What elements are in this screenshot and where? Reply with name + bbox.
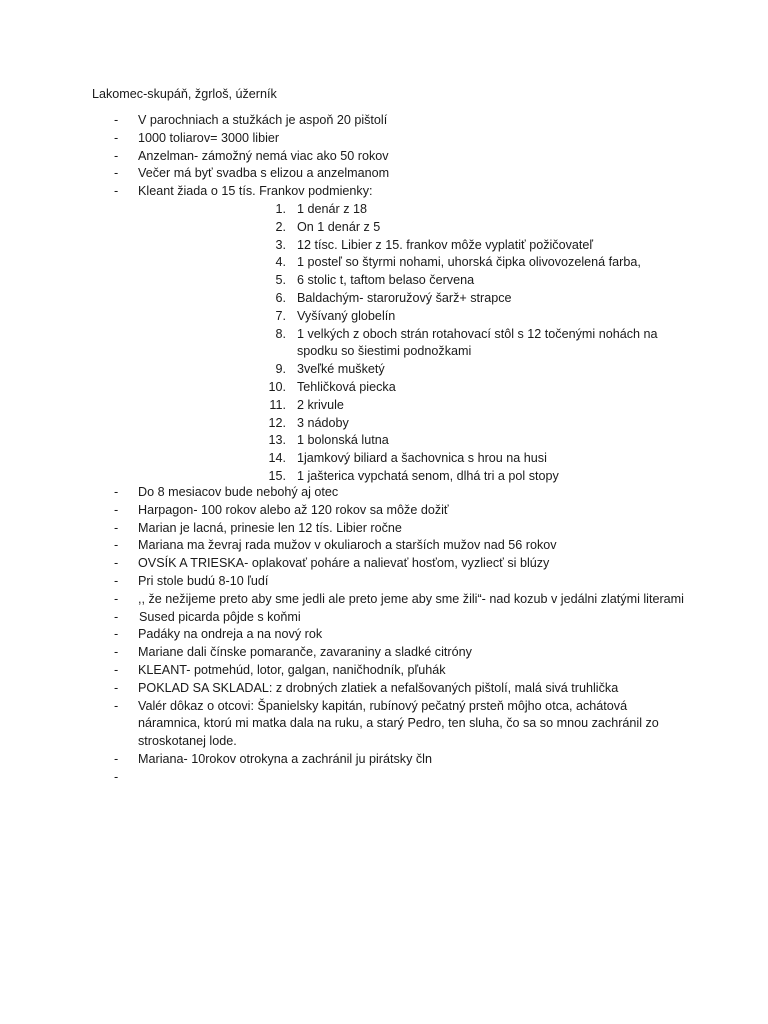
dash-marker: -: [114, 166, 119, 181]
list-item: [0, 484, 768, 502]
list-item: [0, 555, 768, 573]
list-item-text: Marian je lacná, prinesie len 12 tís. Libier ročne: [138, 520, 402, 535]
dash-marker: -: [114, 502, 119, 517]
list-item: [0, 165, 768, 183]
list-item: [0, 698, 768, 751]
list-item: [0, 626, 768, 644]
item-number: 14.: [268, 451, 286, 466]
list-item-text: Padáky na ondreja a na nový rok: [138, 627, 323, 642]
numbered-item: [0, 237, 768, 255]
list-item-text: POKLAD SA SKLADAL: z drobných zlatiek a nefalšovaných pištolí, malá sivá truhlička: [138, 680, 619, 695]
list-item-text: Valér dôkaz o otcovi: Španielsky kapitán, rubínový pečatný prsteň môjho otca, achátová náramnica, ktorú mi matka dala na ruku, a starý Pedro, ten sluha, čo sa so mnou zachránil zo stroskotanej lode.: [138, 698, 659, 749]
list-item: [0, 112, 768, 130]
list-item-text: Večer má byť svadba s elizou a anzelmanom: [138, 166, 390, 181]
list-item: [0, 537, 768, 555]
numbered-item: [0, 201, 768, 219]
list-item: [0, 644, 768, 662]
numbered-item: [0, 219, 768, 237]
numbered-item: [0, 272, 768, 290]
list-item-text: Mariana- 10rokov otrokyna a zachránil ju pirátsky čln: [138, 751, 432, 766]
numbered-item-text: Tehličková piecka: [297, 379, 396, 394]
dash-marker: -: [114, 609, 119, 624]
item-number: 13.: [268, 433, 286, 448]
item-number: 10.: [268, 379, 286, 394]
item-number: 7.: [275, 308, 286, 323]
numbered-item-text: 3 nádoby: [297, 415, 349, 430]
item-number: 5.: [275, 273, 286, 288]
dash-marker: -: [114, 680, 119, 695]
list-item: [0, 609, 768, 627]
list-item: [0, 662, 768, 680]
numbered-item-text: 1 bolonská lutna: [297, 433, 389, 448]
list-item-text: Sused picarda pôjde s koňmi: [139, 609, 301, 624]
numbered-item: [0, 450, 768, 468]
dash-marker: -: [114, 645, 119, 660]
list-item: [0, 573, 768, 591]
numbered-item-text: 6 stolic t, taftom belaso červena: [297, 273, 475, 288]
list-item: [0, 502, 768, 520]
dash-marker: -: [114, 573, 119, 588]
list-item: [0, 751, 768, 769]
list-item-text: Do 8 mesiacov bude nebohý aj otec: [138, 485, 339, 499]
list-item-text: 1000 toliarov= 3000 libier: [138, 130, 280, 145]
numbered-item: [0, 361, 768, 379]
list-item-text: Mariana ma ževraj rada mužov v okuliaroch a starších mužov nad 56 rokov: [138, 538, 557, 553]
numbered-item: [0, 326, 768, 362]
item-number: 11.: [269, 397, 286, 412]
bullet-list-bottom: [0, 484, 768, 784]
dash-marker: -: [114, 698, 119, 713]
numbered-item-text: Vyšívaný globelín: [297, 308, 396, 323]
list-item: [0, 130, 768, 148]
numbered-item: [0, 415, 768, 433]
numbered-item: [0, 432, 768, 450]
numbered-item-text: 12 tísc. Libier z 15. frankov môže vyplatiť požičovateľ: [297, 237, 594, 252]
dash-marker: -: [114, 662, 119, 677]
list-item-text: Mariane dali čínske pomaranče, zavaraniny a sladké citróny: [138, 645, 472, 660]
dash-marker: -: [114, 627, 119, 642]
numbered-item-text: Baldachým- staroružový šarž+ strapce: [297, 290, 512, 305]
numbered-item-text: On 1 denár z 5: [297, 219, 381, 234]
numbered-item: [0, 379, 768, 397]
list-item: [0, 591, 768, 609]
dash-marker: -: [114, 751, 119, 766]
item-number: 8.: [275, 326, 286, 341]
list-item-text: ,, že nežijeme preto aby sme jedli ale preto jeme aby sme žili“- nad kozub v jedálni zlatými literami: [138, 591, 684, 606]
dash-marker: -: [114, 148, 119, 163]
dash-marker: -: [114, 556, 119, 571]
dash-marker: -: [114, 520, 119, 535]
list-item: [0, 183, 768, 201]
numbered-item-text: 1 posteľ so štyrmi nohami, uhorská čipka olivovozelená farba,: [297, 255, 641, 270]
item-number: 3.: [275, 237, 286, 252]
item-number: 1.: [275, 202, 286, 216]
item-number: 4.: [275, 255, 286, 270]
dash-marker: -: [114, 591, 119, 606]
numbered-item: [0, 254, 768, 272]
list-item-text: KLEANT- potmehúd, lotor, galgan, naničhodník, pľuhák: [138, 662, 446, 677]
numbered-item-text: 1 jašterica vypchatá senom, dlhá tri a pol stopy: [297, 468, 559, 483]
item-number: 2.: [275, 219, 286, 234]
list-item-text: Pri stole budú 8-10 ľudí: [138, 573, 269, 588]
list-item: [0, 520, 768, 538]
dash-marker: -: [114, 113, 119, 127]
dash-marker: -: [114, 769, 119, 784]
list-item-text: OVSÍK A TRIESKA- oplakovať poháre a nalievať hosťom, vyzliecť si blúzy: [138, 556, 550, 571]
numbered-item-text: 1jamkový biliard a šachovnica s hrou na husi: [297, 451, 547, 466]
dash-marker: -: [114, 538, 119, 553]
list-item: [0, 148, 768, 166]
dash-marker: -: [114, 184, 119, 199]
numbered-item: [0, 397, 768, 415]
list-item-text: Anzelman- zámožný nemá viac ako 50 rokov: [138, 148, 389, 163]
item-number: 6.: [275, 290, 286, 305]
numbered-item-text: 1 velkých z oboch strán rotahovací stôl s 12 točenými nohách na spodku so šiestimi podnožkami: [297, 326, 658, 359]
item-number: 9.: [275, 362, 286, 377]
item-number: 15.: [268, 468, 286, 483]
document-title: Lakomec-skupáň, žgrloš, úžerník: [92, 87, 277, 101]
list-item-text: V parochniach a stužkách je aspoň 20 pištolí: [138, 113, 388, 127]
numbered-item-text: 3veľké mušketý: [297, 362, 385, 377]
list-item: [0, 680, 768, 698]
numbered-item-text: 1 denár z 18: [297, 202, 368, 216]
dash-marker: -: [114, 485, 119, 499]
numbered-item-text: 2 krivule: [297, 397, 344, 412]
item-number: 12.: [268, 415, 286, 430]
list-item-text: Harpagon- 100 rokov alebo až 120 rokov sa môže dožiť: [138, 502, 449, 517]
dash-marker: -: [114, 130, 119, 145]
numbered-list: [0, 201, 768, 486]
numbered-item: [0, 290, 768, 308]
bullet-list-top: [0, 112, 768, 201]
numbered-item: [0, 308, 768, 326]
list-item-text: Kleant žiada o 15 tís. Frankov podmienky:: [138, 184, 373, 199]
